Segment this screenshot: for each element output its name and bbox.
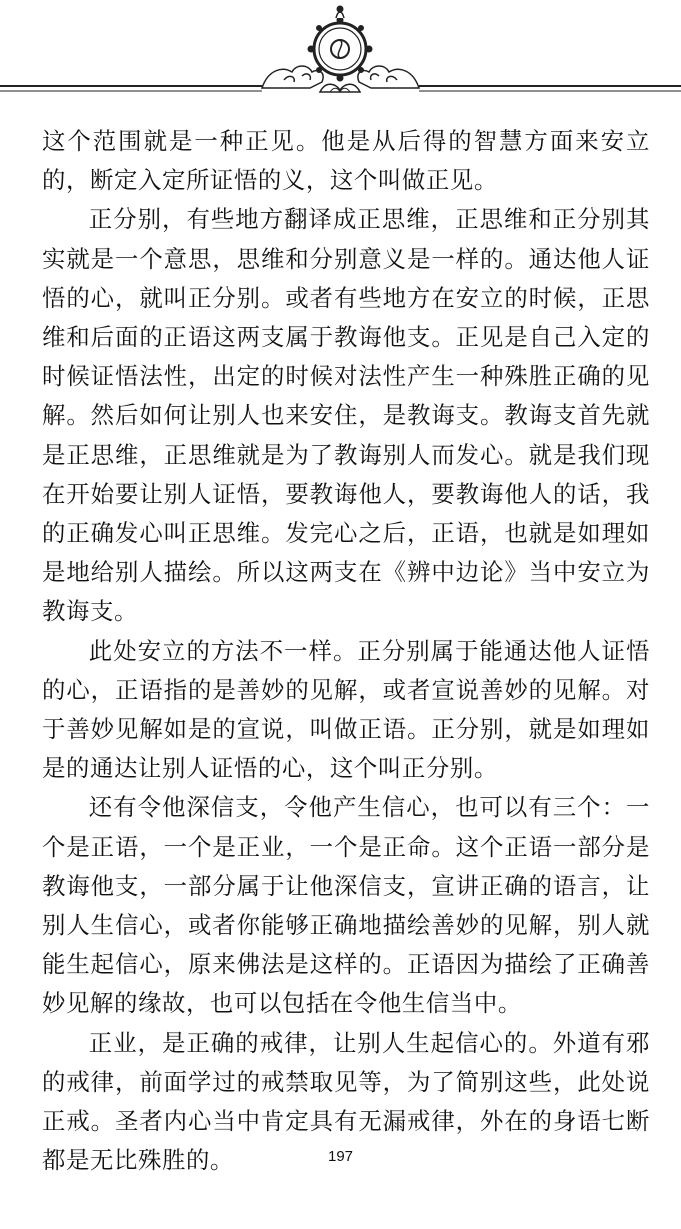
paragraph-4: 还有令他深信支，令他产生信心，也可以有三个：一个是正语，一个是正业，一个是正命。这个正语一部分是教诲他支，一部分属于让他深信支，宣讲正确的语言，让别人生信心，或者你能够正确地描绘善妙的见解，别人就能生起信心，原来佛法是这样的。正语因为描绘了正确善妙见解的缘故，也可以包括在令他生信当中。 (42, 793, 650, 1018)
page-body (42, 122, 650, 1180)
paragraph-1: 这个范围就是一种正见。他是从后得的智慧方面来安立的，断定入定所证悟的义，这个叫做正见。 (42, 127, 650, 195)
cloud-scroll-right-icon (358, 66, 419, 88)
header-ornament (0, 0, 681, 110)
cloud-scroll-left-icon (262, 66, 323, 88)
paragraph-5: 正业，是正确的戒律，让别人生起信心的。外道有邪的戒律，前面学过的戒禁取见等，为了简别这些，此处说正戒。圣者内心当中肯定具有无漏戒律，外在的身语七断都是无比殊胜的。 (42, 1028, 650, 1175)
page-number: 197 (327, 1148, 354, 1165)
paragraph-3: 此处安立的方法不一样。正分别属于能通达他人证悟的心，正语指的是善妙的见解，或者宣说善妙的见解。对于善妙见解如是的宣说，叫做正语。正分别，就是如理如是的通达让别人证悟的心，这个叫正分别。 (42, 636, 650, 783)
paragraph-2: 正分别，有些地方翻译成正思维，正思维和正分别其实就是一个意思，思维和分别意义是一样的。通达他人证悟的心，就叫正分别。或者有些地方在安立的时候，正思维和后面的正语这两支属于教诲他支。正见是自己入定的时候证悟法性，出定的时候对法性产生一种殊胜正确的见解。然后如何让别人也来安住，是教诲支。教诲支首先就是正思维，正思维就是为了教诲别人而发心。就是我们现在开始要让别人证悟，要教诲他人，要教诲他人的话，我的正确发心叫正思维。发完心之后，正语，也就是如理如是地给别人描绘。所以这两支在《辨中边论》当中安立为教诲支。 (42, 205, 650, 626)
